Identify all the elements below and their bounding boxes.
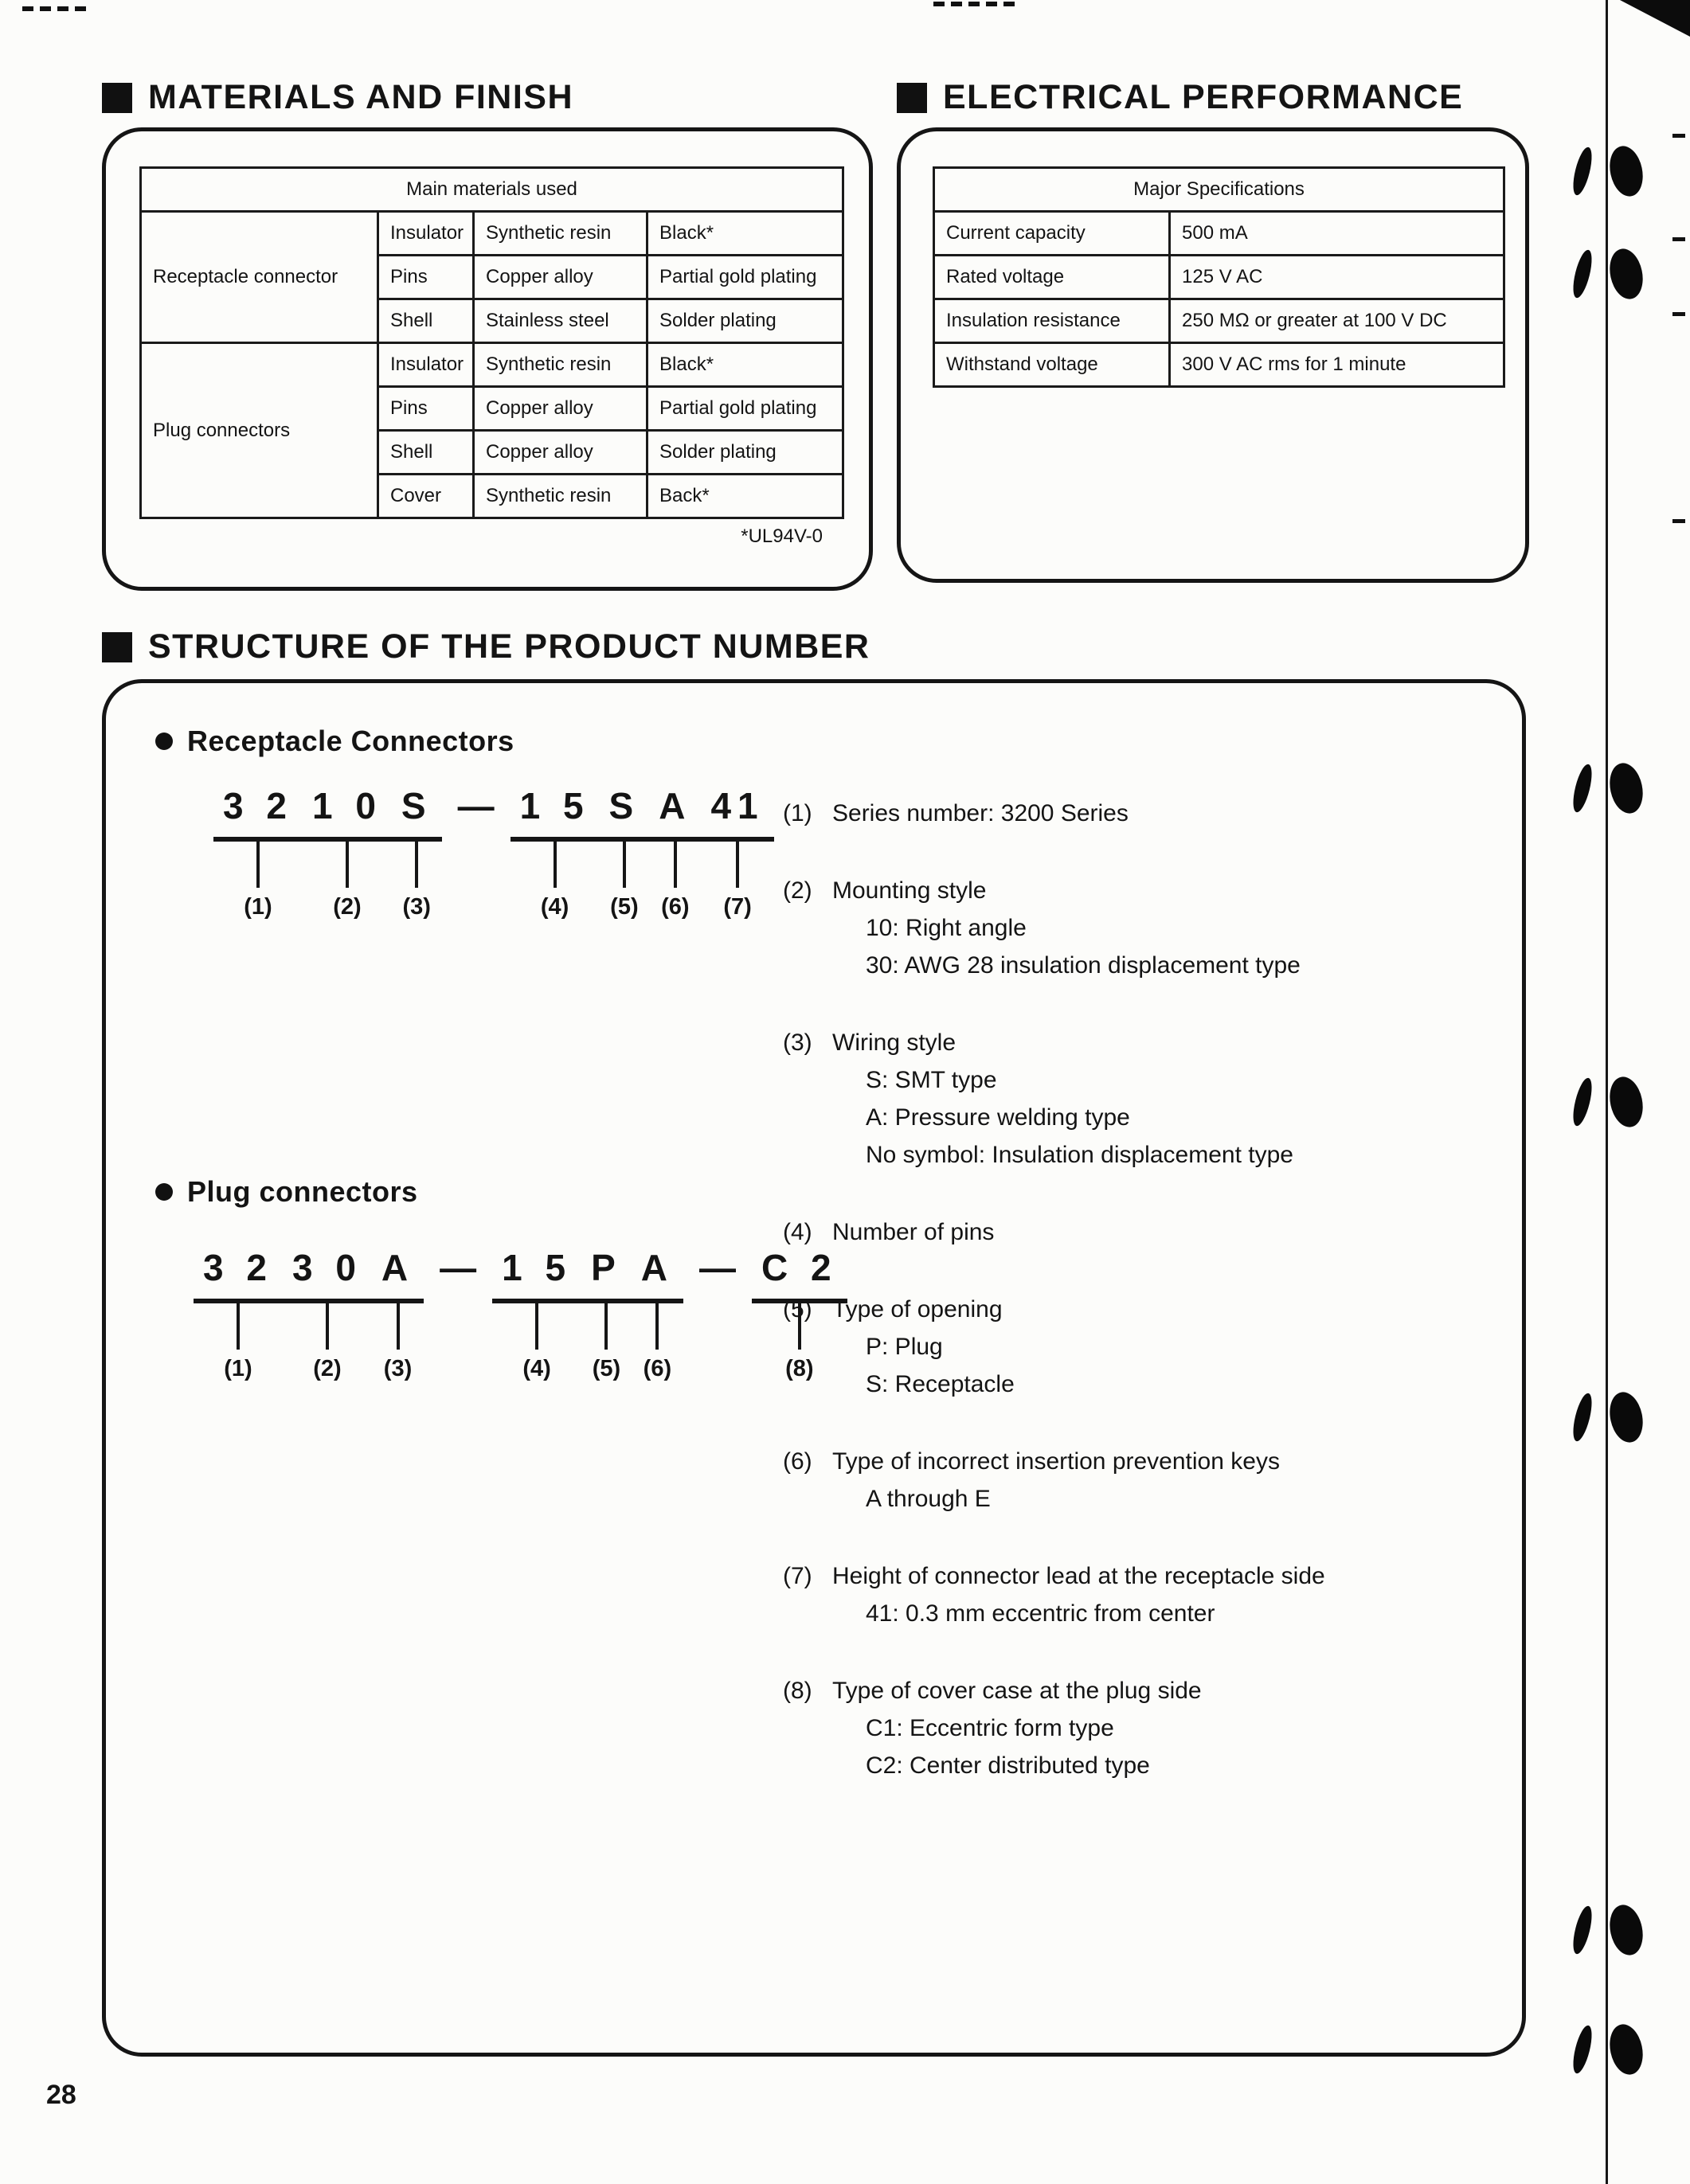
code-label: (1)	[224, 1356, 252, 1381]
code-label: (2)	[313, 1356, 342, 1381]
code-group	[649, 783, 701, 920]
binder-hole	[1570, 2024, 1595, 2076]
material-cell: Copper alloy	[474, 431, 647, 475]
code-dash: —	[699, 1247, 737, 1288]
finish-cell: Black*	[647, 343, 843, 387]
plug-connectors-title-text: Plug connectors	[187, 1175, 418, 1208]
materials-table	[139, 166, 844, 519]
material-cell: Copper alloy	[474, 256, 647, 299]
note-line: A through E	[866, 1486, 991, 1512]
binder-hole-pair	[1575, 2024, 1642, 2075]
note-number: (5)	[783, 1296, 812, 1323]
code-group	[492, 1244, 581, 1382]
bullet-icon	[155, 733, 173, 750]
note-line: Type of opening	[832, 1296, 1003, 1323]
pointer-line	[736, 842, 739, 888]
code-group	[213, 783, 303, 920]
finish-cell: Partial gold plating	[647, 256, 843, 299]
pointer-line	[256, 842, 260, 888]
binder-hole	[1606, 1074, 1647, 1131]
registration-marks-top-left	[22, 6, 86, 11]
code-label: (4)	[522, 1356, 551, 1381]
material-cell: Synthetic resin	[474, 343, 647, 387]
plug-product-number-diagram	[194, 1244, 847, 1382]
spec-label-cell: Current capacity	[934, 212, 1170, 256]
electrical-table-title: Major Specifications	[934, 168, 1504, 212]
binder-hole	[1570, 763, 1595, 815]
registration-dash	[40, 6, 51, 11]
code-cluster	[511, 783, 774, 920]
binder-hole	[1570, 1905, 1595, 1956]
structure-heading-text: STRUCTURE OF THE PRODUCT NUMBER	[148, 627, 870, 666]
spec-label-cell: Insulation resistance	[934, 299, 1170, 343]
finish-cell: Black*	[647, 212, 843, 256]
note-line: 41: 0.3 mm eccentric from center	[866, 1600, 1215, 1627]
code-cluster	[194, 1244, 424, 1382]
receptacle-product-number-diagram	[213, 783, 774, 920]
registration-dash	[933, 2, 945, 6]
registration-dash	[22, 6, 33, 11]
pointer-line	[415, 842, 418, 888]
note-line: S: Receptacle	[866, 1371, 1015, 1397]
note-line: 10: Right angle	[866, 915, 1027, 941]
code-chars: 1 5	[511, 783, 600, 842]
note-line: C1: Eccentric form type	[866, 1715, 1114, 1741]
note-line: P: Plug	[866, 1334, 943, 1360]
electrical-heading	[897, 78, 1463, 117]
code-group	[392, 783, 442, 920]
note-number: (7)	[783, 1563, 812, 1589]
registration-dash	[75, 6, 86, 11]
receptacle-connectors-title	[155, 725, 514, 758]
code-group	[511, 783, 600, 920]
registration-marks-top-center	[933, 2, 1015, 6]
note-line: Number of pins	[832, 1219, 995, 1245]
code-chars: 3 2	[213, 783, 303, 842]
code-chars: P	[581, 1244, 632, 1303]
part-cell: Cover	[378, 475, 474, 518]
finish-cell: Solder plating	[647, 431, 843, 475]
code-group	[283, 1244, 372, 1382]
electrical-heading-text: ELECTRICAL PERFORMANCE	[943, 78, 1464, 116]
note-item	[783, 1672, 1500, 1784]
code-label: (2)	[333, 894, 362, 920]
note-number: (6)	[783, 1448, 812, 1475]
materials-heading-text: MATERIALS AND FINISH	[148, 78, 574, 116]
part-cell: Pins	[378, 387, 474, 431]
note-line: Type of incorrect insertion prevention keys	[832, 1448, 1280, 1475]
note-line: A: Pressure welding type	[866, 1104, 1130, 1131]
registration-dash	[1003, 2, 1015, 6]
edge-tick	[1672, 237, 1685, 241]
spec-value-cell: 300 V AC rms for 1 minute	[1170, 343, 1504, 387]
edge-tick	[1672, 312, 1685, 316]
binder-hole-pair	[1575, 1076, 1642, 1127]
code-chars: A	[632, 1244, 683, 1303]
code-chars: 3 0	[283, 1244, 372, 1303]
part-cell: Pins	[378, 256, 474, 299]
binder-hole-pair	[1575, 763, 1642, 814]
note-line: S: SMT type	[866, 1067, 997, 1093]
material-cell: Copper alloy	[474, 387, 647, 431]
pointer-line	[535, 1303, 538, 1350]
note-number: (8)	[783, 1678, 812, 1704]
code-label: (3)	[383, 1356, 413, 1381]
note-number: (2)	[783, 877, 812, 904]
pointer-line	[397, 1303, 400, 1350]
pointer-line	[623, 842, 626, 888]
finish-cell: Solder plating	[647, 299, 843, 343]
edge-tick	[1672, 519, 1685, 523]
bullet-icon	[155, 1183, 173, 1201]
black-square-icon	[102, 83, 132, 113]
pointer-line	[554, 842, 557, 888]
materials-heading	[102, 78, 573, 117]
code-label: (3)	[402, 894, 431, 920]
code-dash: —	[440, 1247, 477, 1288]
note-item	[783, 1291, 1500, 1403]
corner-mark	[1620, 0, 1690, 37]
binder-hole	[1570, 1392, 1595, 1444]
binder-hole	[1606, 1389, 1647, 1446]
code-chars: A	[372, 1244, 424, 1303]
spec-value-cell: 250 MΩ or greater at 100 V DC	[1170, 299, 1504, 343]
note-line: Height of connector lead at the receptacle side	[832, 1563, 1325, 1589]
edge-tick	[1672, 134, 1685, 138]
registration-dash	[986, 2, 997, 6]
pointer-line	[326, 1303, 329, 1350]
spec-label-cell: Rated voltage	[934, 256, 1170, 299]
binder-hole-pair	[1575, 1392, 1642, 1443]
material-cell: Synthetic resin	[474, 212, 647, 256]
code-chars: 1 0	[303, 783, 392, 842]
receptacle-connectors-title-text: Receptacle Connectors	[187, 725, 514, 757]
note-item	[783, 1024, 1500, 1174]
registration-dash	[951, 2, 962, 6]
binder-hole-pair	[1575, 248, 1642, 299]
material-cell: Synthetic resin	[474, 475, 647, 518]
part-cell: Shell	[378, 299, 474, 343]
material-cell: Stainless steel	[474, 299, 647, 343]
spec-label-cell: Withstand voltage	[934, 343, 1170, 387]
code-group	[600, 783, 650, 920]
binder-hole	[1606, 760, 1647, 817]
code-label: (6)	[643, 1356, 672, 1381]
materials-table-title: Main materials used	[141, 168, 843, 212]
code-chars: 1 5	[492, 1244, 581, 1303]
binder-hole	[1606, 143, 1647, 200]
code-label: (8)	[785, 1356, 814, 1381]
code-group	[194, 1244, 283, 1382]
note-item	[783, 1557, 1500, 1632]
code-label: (4)	[540, 894, 569, 920]
group-name-cell: Plug connectors	[141, 343, 378, 518]
binder-hole	[1606, 2022, 1647, 2078]
page-number: 28	[46, 2080, 76, 2110]
code-dash: —	[457, 785, 495, 826]
code-chars: 41	[701, 783, 773, 842]
code-chars: S	[600, 783, 650, 842]
note-line: 30: AWG 28 insulation displacement type	[866, 952, 1301, 979]
note-line: No symbol: Insulation displacement type	[866, 1142, 1293, 1168]
binder-hole	[1570, 1076, 1595, 1128]
pointer-line	[346, 842, 349, 888]
spec-value-cell: 125 V AC	[1170, 256, 1504, 299]
spec-value-cell: 500 mA	[1170, 212, 1504, 256]
group-name-cell: Receptacle connector	[141, 212, 378, 343]
note-line: Type of cover case at the plug side	[832, 1678, 1202, 1704]
registration-dash	[968, 2, 980, 6]
ul-footnote: *UL94V-0	[741, 525, 823, 547]
note-item	[783, 1213, 1500, 1251]
note-line: Series number: 3200 Series	[832, 800, 1129, 826]
code-chars: 3 2	[194, 1244, 283, 1303]
code-group	[701, 783, 773, 920]
code-cluster	[213, 783, 442, 920]
binder-hole	[1606, 246, 1647, 303]
part-cell: Insulator	[378, 212, 474, 256]
black-square-icon	[102, 632, 132, 662]
code-group	[581, 1244, 632, 1382]
finish-cell: Back*	[647, 475, 843, 518]
registration-dash	[57, 6, 68, 11]
code-group	[303, 783, 392, 920]
pointer-line	[655, 1303, 659, 1350]
note-line: Mounting style	[832, 877, 987, 904]
binder-hole-pair	[1575, 1905, 1642, 1955]
part-cell: Shell	[378, 431, 474, 475]
note-number: (3)	[783, 1029, 812, 1056]
note-number: (4)	[783, 1219, 812, 1245]
materials-box	[102, 127, 873, 591]
pointer-line	[674, 842, 677, 888]
note-item	[783, 872, 1500, 984]
note-item	[783, 795, 1500, 832]
code-chars: S	[392, 783, 442, 842]
structure-heading	[102, 627, 870, 666]
note-number: (1)	[783, 800, 812, 826]
electrical-table	[933, 166, 1505, 388]
pointer-line	[604, 1303, 608, 1350]
code-cluster	[492, 1244, 683, 1382]
finish-cell: Partial gold plating	[647, 387, 843, 431]
part-cell: Insulator	[378, 343, 474, 387]
electrical-box	[897, 127, 1529, 583]
code-label: (1)	[244, 894, 272, 920]
structure-box	[102, 679, 1526, 2057]
binder-hole	[1606, 1902, 1647, 1959]
note-line: Wiring style	[832, 1029, 956, 1056]
binder-hole	[1570, 248, 1595, 300]
code-chars: A	[649, 783, 701, 842]
code-group	[372, 1244, 424, 1382]
binder-hole	[1570, 146, 1595, 197]
code-label: (7)	[723, 894, 752, 920]
code-label: (5)	[610, 894, 639, 920]
binder-hole-pair	[1575, 146, 1642, 197]
product-number-notes	[783, 795, 1500, 1784]
note-line: C2: Center distributed type	[866, 1752, 1150, 1779]
black-square-icon	[897, 83, 927, 113]
code-label: (6)	[661, 894, 690, 920]
plug-connectors-title	[155, 1175, 418, 1209]
code-label: (5)	[592, 1356, 621, 1381]
pointer-line	[237, 1303, 240, 1350]
code-chars: C 2	[752, 1244, 847, 1303]
note-item	[783, 1443, 1500, 1518]
code-group	[632, 1244, 683, 1382]
